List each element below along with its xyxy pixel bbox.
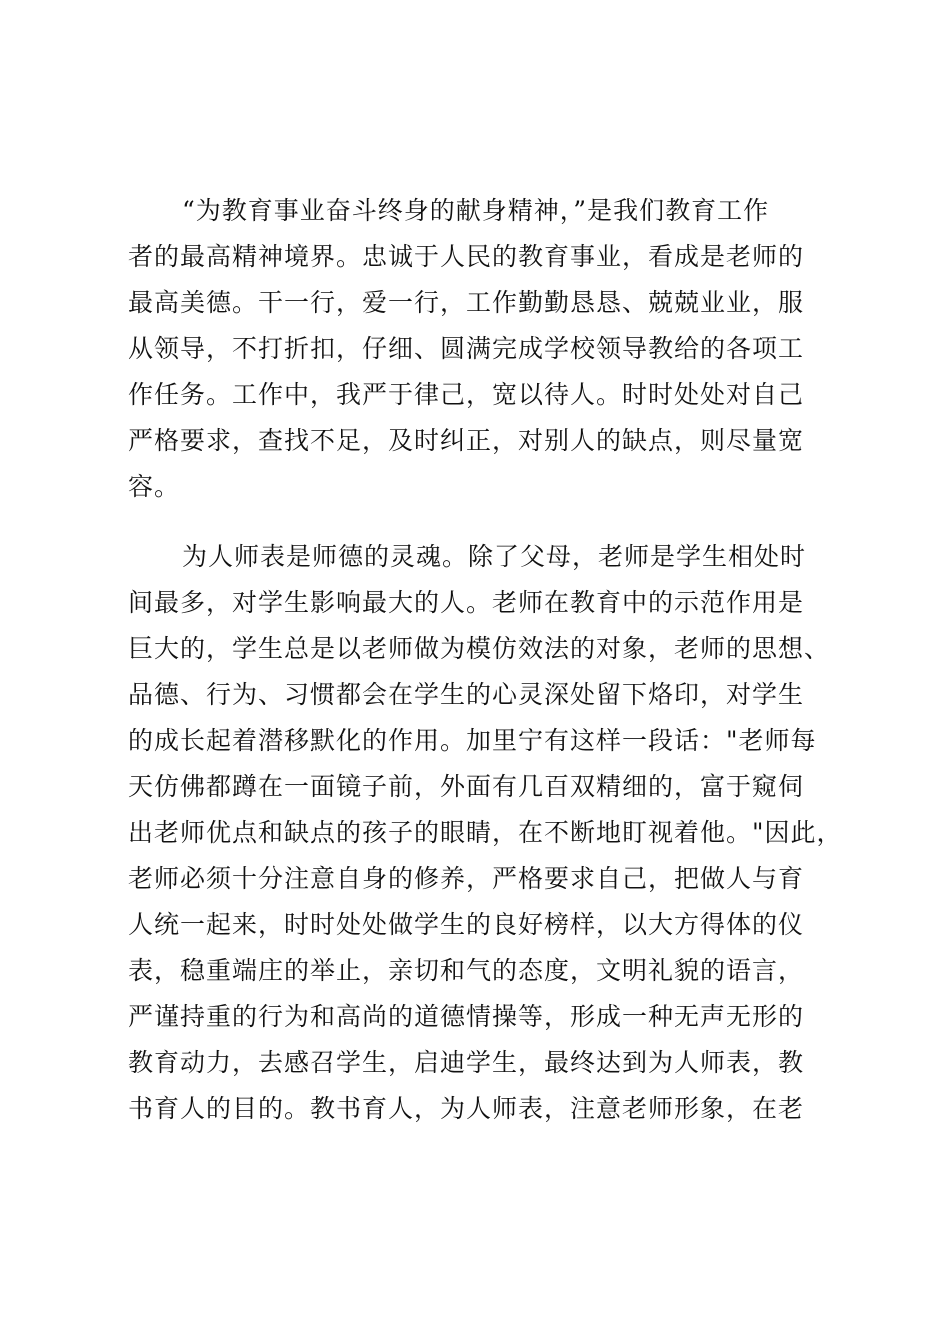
paragraph-line: 的成长起着潜移默化的作用。加里宁有这样一段话："老师每 [128,726,817,755]
paragraph-line: 严格要求，查找不足，及时纠正，对别人的缺点，则尽量宽 [128,426,805,455]
paragraph-line: 者的最高精神境界。忠诚于人民的教育事业，看成是老师的 [128,242,805,271]
paragraph-line: 品德、行为、习惯都会在学生的心灵深处留下烙印，对学生 [128,680,805,709]
paragraph-line: 书育人的目的。教书育人，为人师表，注意老师形象，在老 [128,1094,805,1123]
paragraph-line: 为人师表是师德的灵魂。除了父母，老师是学生相处时 [182,542,807,571]
paragraph-line: 最高美德。干一行，爱一行，工作勤勤恳恳、兢兢业业，服 [128,288,805,317]
paragraph-line: 作任务。工作中，我严于律己，宽以待人。时时处处对自己 [128,380,805,409]
paragraph-line: 从领导，不打折扣，仔细、圆满完成学校领导教给的各项工 [128,334,805,363]
paragraph-line: 人统一起来，时时处处做学生的良好榜样，以大方得体的仪 [128,910,805,939]
paragraph-line: 巨大的，学生总是以老师做为模仿效法的对象，老师的思想、 [128,634,831,663]
paragraph-role-model [128,534,843,1132]
paragraph-line: 表，稳重端庄的举止，亲切和气的态度，文明礼貌的语言， [128,956,805,985]
paragraph-line: 老师必须十分注意自身的修养，严格要求自己，把做人与育 [128,864,805,893]
paragraph-line: 出老师优点和缺点的孩子的眼睛，在不断地盯视着他。"因此， [128,818,843,847]
paragraph-line: 容。 [128,472,181,501]
paragraph-line: 教育动力，去感召学生，启迪学生，最终达到为人师表，教 [128,1048,805,1077]
paragraph-line: 严谨持重的行为和高尚的道德情操等，形成一种无声无形的 [128,1002,805,1031]
paragraph-line: 天仿佛都蹲在一面镜子前，外面有几百双精细的，富于窥伺 [128,772,805,801]
paragraph-dedication [128,188,818,510]
paragraph-line: 间最多，对学生影响最大的人。老师在教育中的示范作用是 [128,588,805,617]
paragraph-line: “为教育事业奋斗终身的献身精神，”是我们教育工作 [182,196,770,225]
